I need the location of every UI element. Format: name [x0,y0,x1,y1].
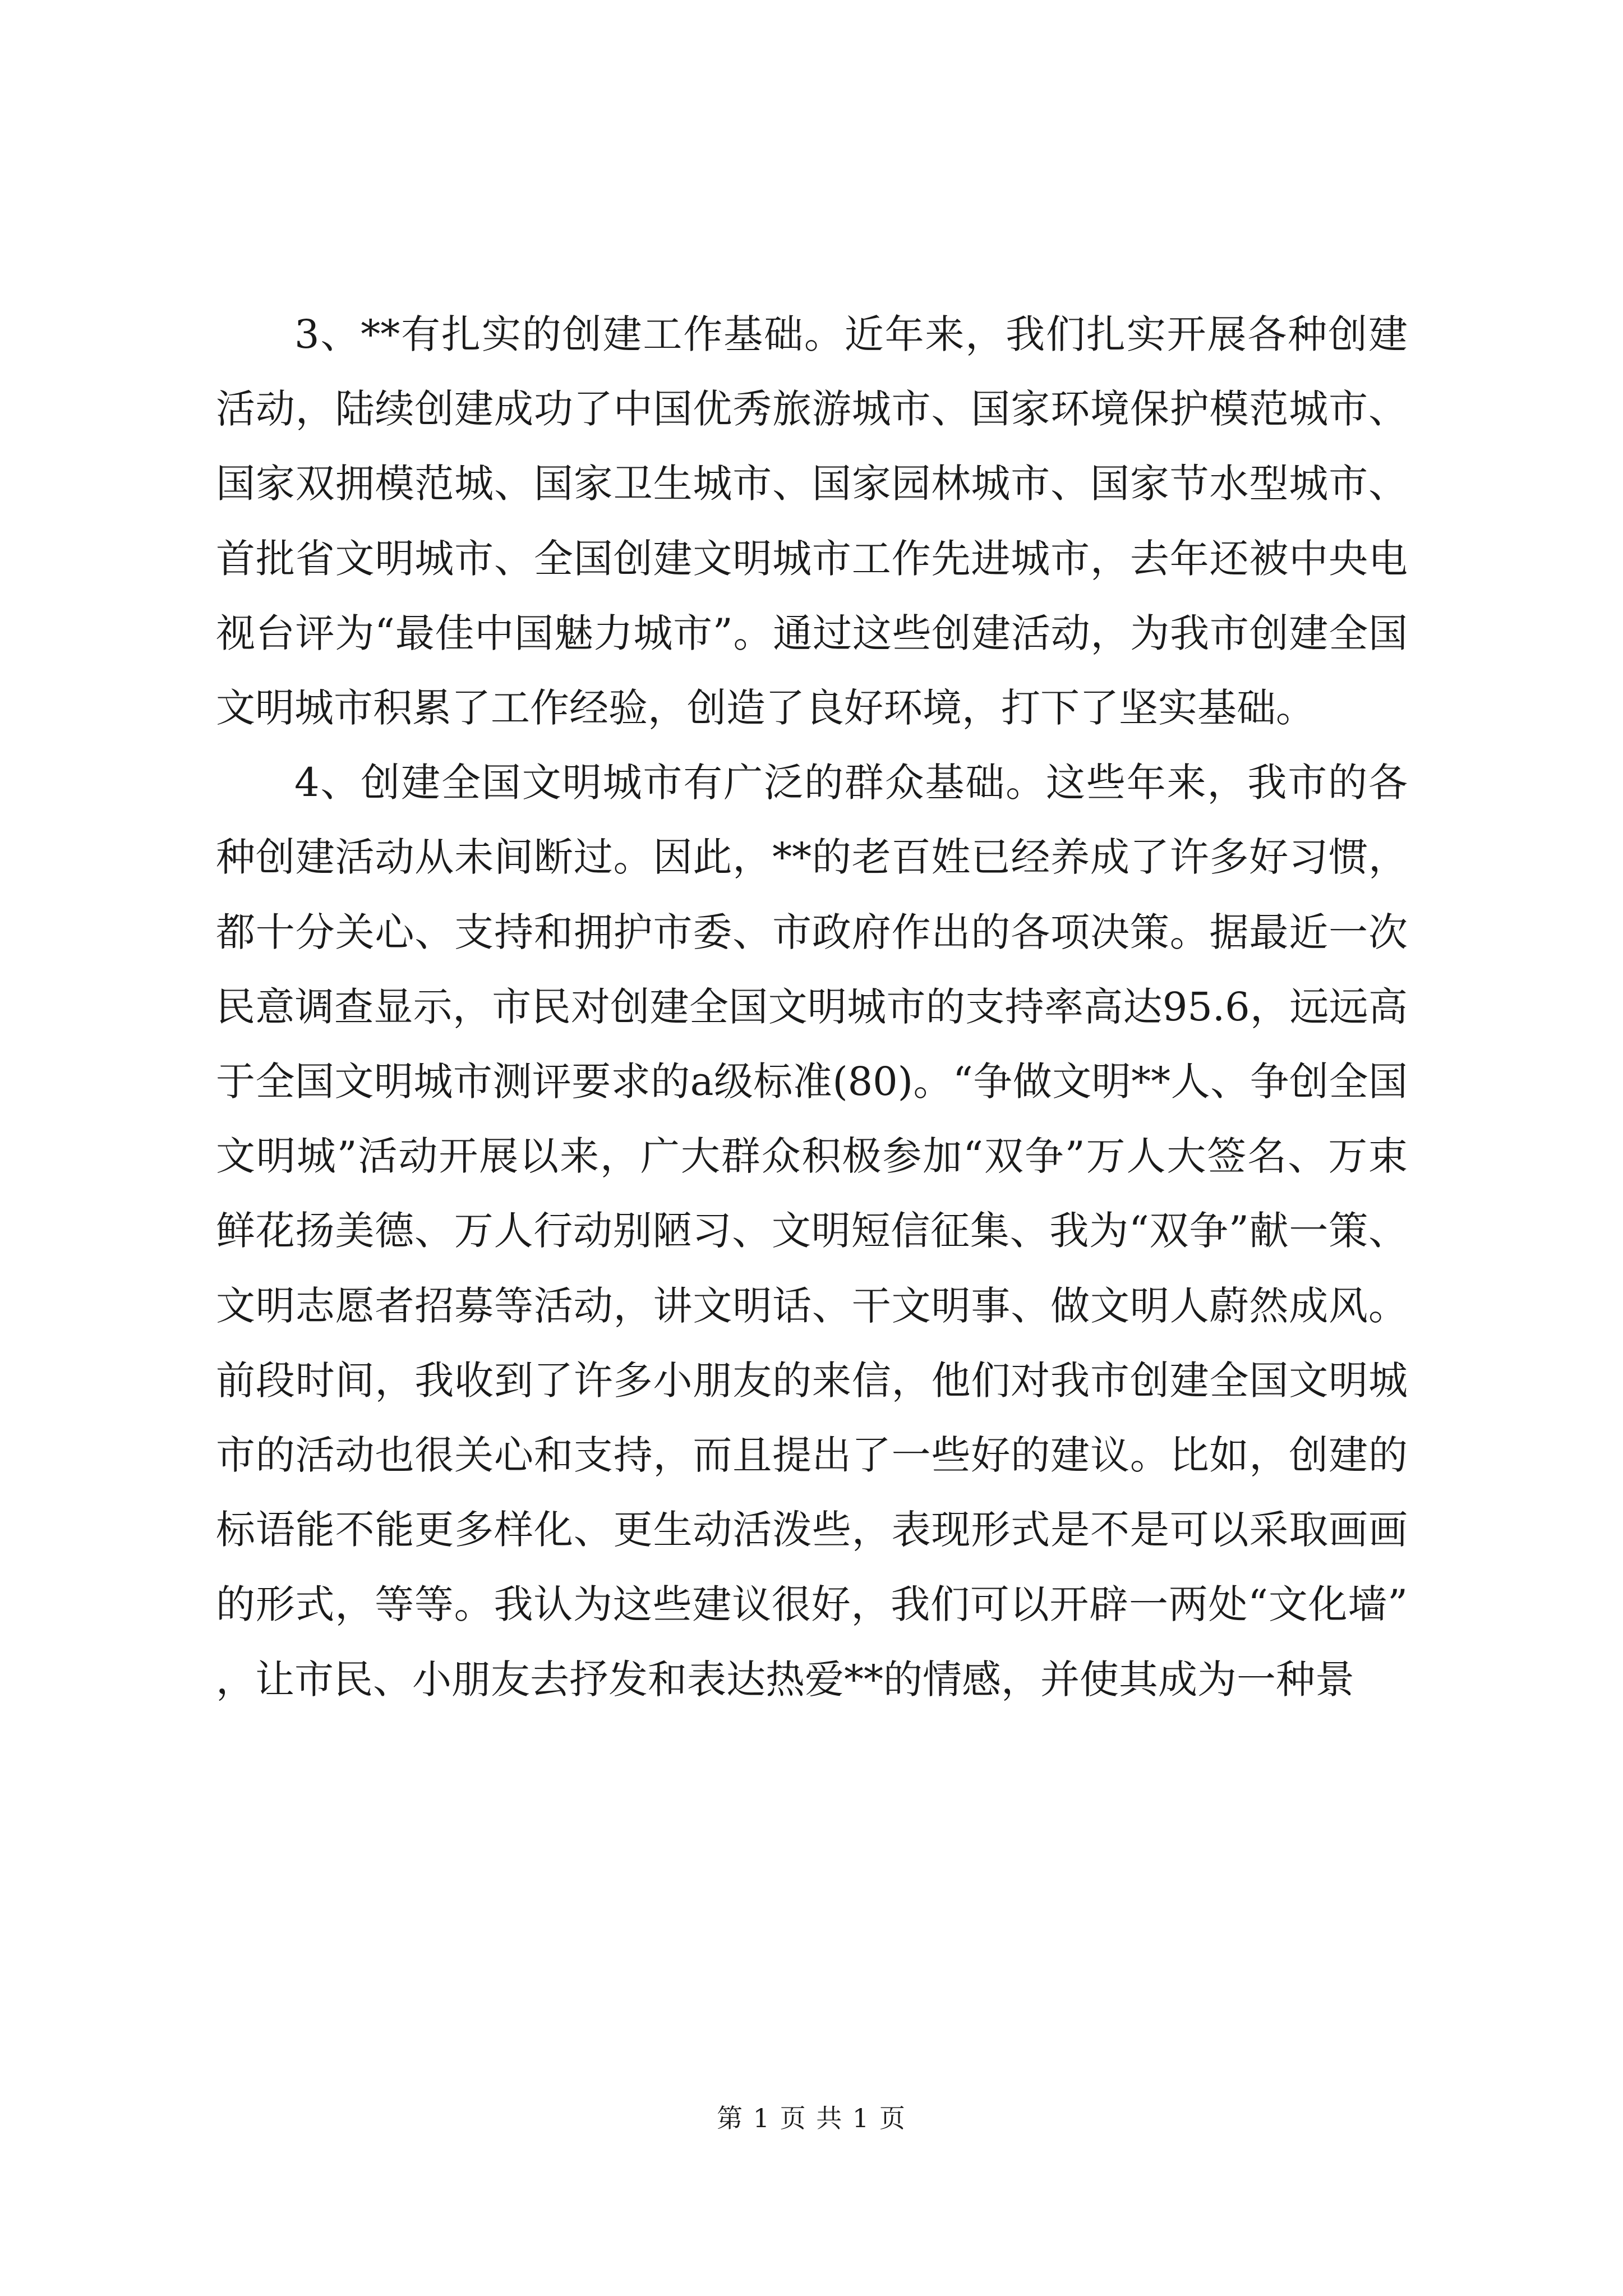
page-number-label: 第 1 页 共 1 页 [717,2103,906,2133]
document-body [216,297,1408,1717]
paragraph-3: 3、**有扎实的创建工作基础。近年来，我们扎实开展各种创建活动，陆续创建成功了中国优秀旅游城市、国家环境保护模范城市、国家双拥模范城、国家卫生城市、国家园林城市、国家节水型城市、首批省文明城市、全国创建文明城市工作先进城市，去年还被中央电视台评为“最佳中国魅力城市”。通过这些创建活动，为我市创建全国文明城市积累了工作经验，创造了良好环境，打下了坚实基础。 [216,311,1408,731]
paragraph-4: 4、创建全国文明城市有广泛的群众基础。这些年来，我市的各种创建活动从未间断过。因此，**的老百姓已经养成了许多好习惯，都十分关心、支持和拥护市委、市政府作出的各项决策。据最近一次民意调查显示，市民对创建全国文明城市的支持率高达95.6，远远高于全国文明城市测评要求的a级标准(80)。“争做文明**人、争创全国文明城”活动开展以来，广大群众积极参加“双争”万人大签名、万束鲜花扬美德、万人行动别陋习、文明短信征集、我为“双争”献一策、文明志愿者招募等活动，讲文明话、干文明事、做文明人蔚然成风。前段时间，我收到了许多小朋友的来信，他们对我市创建全国文明城市的活动也很关心和支持，而且提出了一些好的建议。比如，创建的标语能不能更多样化、更生动活泼些，表现形式是不是可以采取画画的形式，等等。我认为这些建议很好，我们可以开辟一两处“文化墙”，让市民、小朋友去抒发和表达热爱**的情感，并使其成为一种景 [216,760,1408,1703]
page-footer [0,2101,1623,2135]
